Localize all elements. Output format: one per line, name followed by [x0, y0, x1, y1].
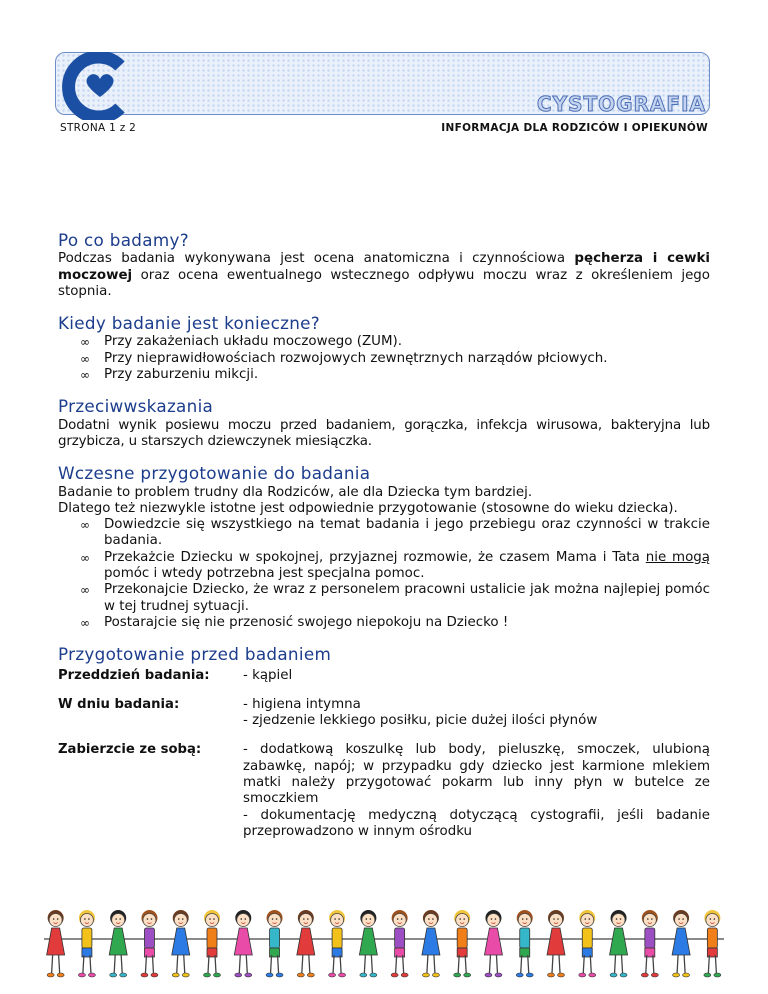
table-row — [58, 668, 710, 684]
child-figure-icon — [391, 910, 408, 977]
section-purpose — [58, 232, 710, 300]
list-item: ∞ Przy nieprawidłowościach rozwojowych zewnętrznych narządów płciowych. — [80, 351, 710, 367]
section-heading: Przeciwwskazania — [58, 396, 214, 417]
row-value: - higiena intymna - zjedzenie lekkiego posiłku, picie dużej ilości płynów — [243, 696, 598, 729]
section-early-preparation — [58, 465, 710, 631]
section-preparation-before — [58, 646, 710, 840]
section-indications — [58, 315, 710, 383]
list-item: ∞ Przy zakażeniach układu moczowego (ZUM). — [80, 334, 710, 350]
child-figure-icon — [329, 910, 346, 977]
child-figure-icon — [422, 910, 440, 977]
child-figure-icon — [516, 910, 533, 977]
section-heading: Przygotowanie przed badaniem — [58, 644, 332, 665]
child-figure-icon — [266, 910, 283, 977]
list-item: ∞ Dowiedzcie się wszystkiego na temat badania i jego przebiegu oraz czynności w trakcie badania. — [80, 517, 710, 550]
child-figure-icon — [47, 910, 65, 977]
section-text: Badanie to problem trudny dla Rodziców, ale dla Dziecka tym bardziej. — [58, 484, 533, 500]
preparation-table — [58, 668, 710, 841]
section-contraindications — [58, 398, 710, 450]
list-item: ∞ Przekonajcie Dziecko, że wraz z personelem pracowni ustalicie jak można najlepiej pomóc w tej trudnej sytuacji. — [80, 582, 710, 615]
child-figure-icon — [204, 910, 221, 977]
child-figure-icon — [297, 910, 315, 977]
child-figure-icon — [547, 910, 565, 977]
child-figure-icon — [78, 910, 95, 977]
row-value: - kąpiel — [243, 667, 293, 683]
child-figure-icon — [704, 910, 721, 977]
section-text: Podczas badania wykonywana jest ocena anatomiczna i czynnościowa pęcherza i cewki moczowej oraz ocena ewentualnego wstecznego odpływu moczu wraz z określeniem jego stopnia. — [58, 251, 711, 299]
bullet-list — [58, 517, 710, 631]
child-figure-icon — [234, 910, 252, 977]
children-holding-hands-illustration — [40, 905, 728, 987]
table-row — [58, 697, 710, 730]
row-label: Zabierzcie ze sobą: — [58, 742, 202, 758]
row-label: W dniu badania: — [58, 696, 180, 712]
main-content — [58, 232, 710, 855]
child-figure-icon — [172, 910, 190, 977]
child-figure-icon — [454, 910, 471, 977]
bold-text: pęcherza i cewki moczowej — [58, 251, 711, 283]
document-title: CYSTOGRAFIA — [536, 92, 706, 116]
child-figure-icon — [610, 910, 628, 977]
child-figure-icon — [641, 910, 658, 977]
section-text: Dlatego też niezwykle istotne jest odpowiednie przygotowanie (stosowne do wieku dziecka). — [58, 500, 678, 516]
child-figure-icon — [141, 910, 158, 977]
child-figure-icon — [484, 910, 502, 977]
bullet-list — [58, 334, 710, 383]
section-heading: Wczesne przygotowanie do badania — [58, 463, 371, 484]
document-subtitle: INFORMACJA DLA RODZICÓW I OPIEKUNÓW — [441, 122, 708, 134]
page-number: STRONA 1 z 2 — [60, 122, 137, 134]
child-figure-icon — [672, 910, 690, 977]
list-item: ∞ Postarajcie się nie przenosić swojego niepokoju na Dziecko ! — [80, 615, 710, 631]
child-figure-icon — [579, 910, 596, 977]
child-figure-icon — [109, 910, 127, 977]
table-row — [58, 742, 710, 840]
section-heading: Kiedy badanie jest konieczne? — [58, 313, 320, 334]
underlined-text: nie mogą — [645, 549, 710, 565]
section-heading: Po co badamy? — [58, 230, 189, 250]
row-value: - dodatkową koszulkę lub body, pieluszkę, smoczek, ulubioną zabawkę, napój; w przypadku gdy dziecko jest karmione mlekiem matki należy przygotować pokarm lub inny płyn w butelce ze smoczkiem - dokumentację medyczną dotyczącą cystografii, jeśli badanie przeprowadzono w innym ośrodku — [243, 742, 710, 839]
logo-heart-icon — [58, 52, 142, 120]
list-item: ∞ Przy zaburzeniu mikcji. — [80, 367, 710, 383]
child-figure-icon — [359, 910, 377, 977]
section-text: Dodatni wynik posiewu moczu przed badaniem, gorączka, infekcja wirusowa, bakteryjna lub grzybicza, u starszych dziewczynek miesiączka. — [58, 417, 710, 449]
list-item: ∞ Przekażcie Dziecku w spokojnej, przyjaznej rozmowie, że czasem Mama i Tata nie mogą pomóc i wtedy potrzebna jest specjalna pomoc. — [80, 550, 710, 583]
row-label: Przeddzień badania: — [58, 667, 210, 683]
